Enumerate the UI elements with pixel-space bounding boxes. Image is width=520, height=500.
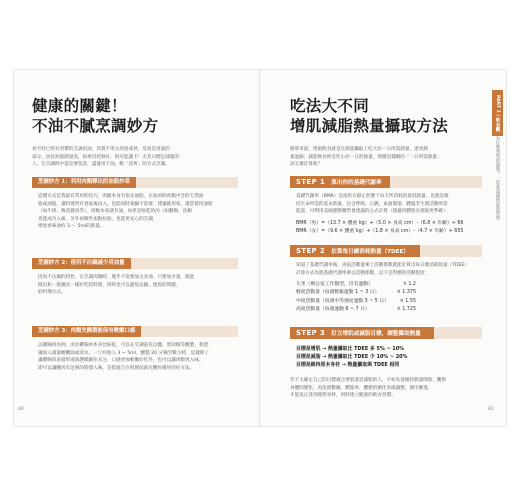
activity-factor-list <box>296 281 416 315</box>
bmr-formula-female: BMR（女）=（9.6 × 體重 kg）+（1.8 × 身高 cm）-（4.7 × 年齡）+ 655 <box>296 229 464 234</box>
activity-factor: × 1.725 <box>396 307 416 313</box>
activity-factor: × 1.375 <box>396 290 416 296</box>
text-line: 這種方式是我最有常用的技巧，肉類本身有很多油脂，在油煎時肉類中含的天然油 <box>38 194 204 199</box>
step1-header <box>290 176 390 188</box>
activity-row <box>296 289 416 297</box>
step2-number: STEP 2 <box>296 247 326 255</box>
text-line: 才能真正達到理想身材，同時建立健康的飲食習慣。 <box>290 393 396 399</box>
text-line: 脂或油脂，讓料理更有香氣後再入，也能同時兼顧不需要，建議挑用家，適當使用油脂 <box>38 201 213 207</box>
text-line: 知道了基礎代謝率後，再依活動量乘上活動係數就能計算出每日總消耗熱量（TDEE） <box>296 263 469 268</box>
text-line: 即可以讓醃肉有足夠的時間入味，是很適合在料理前就先醃好備用的好方法。 <box>38 365 195 371</box>
text-line: 該怎麼計算呢？ <box>290 162 323 168</box>
page-number-right: 81 <box>488 407 494 412</box>
activity-factor: × 1.55 <box>399 298 416 304</box>
text-line: 讓雞胸肉表層形成保護膜鎖住水分，口感更加軟嫩好吃外，也可以讓肉類更入味。 <box>38 358 204 364</box>
left-title-line1: 健康的關鍵！ <box>32 97 127 115</box>
text-line: 的料理方式。 <box>38 290 66 296</box>
activity-factor: × 1.2 <box>402 282 416 287</box>
tip1-label: 烹調妙方 1：利用肉類釋出的油脂炒菜 <box>32 177 136 188</box>
bmr-formulas <box>296 220 463 236</box>
step1-number: STEP 1 <box>296 178 326 186</box>
activity-label: 中度活動量（每週中等強度運動 3 ~ 5 日） <box>296 298 389 304</box>
activity-row <box>296 281 416 289</box>
tip1-header <box>32 177 136 188</box>
activity-row <box>296 306 416 314</box>
text-line: 身體的變化，再依照數據、體脂率、體態的變化來做調整，循序漸進， <box>290 385 433 391</box>
text-line: 以雞胸肉為例，由於雞胸肉本身比較乾，可以在烹調前先以鹽、黑胡椒等醃製，我建 <box>38 343 208 348</box>
activity-label: 久坐（辦公室工作類型，沒有運動） <box>296 282 373 287</box>
text-line: 部分，由於油脂熱量高，如果沒控制好，很可能讓卡！尤其日標是減脂的 <box>32 154 180 160</box>
text-line: 持生命所需的基本熱量，包含呼吸、心跳、血液循環、體溫等生理活動所需 <box>296 201 448 207</box>
text-line: 人，在烹調時中還是要留意，盡量用不油、輕「清爽」的方式烹調。 <box>32 162 170 168</box>
tip3-body <box>38 342 238 372</box>
text-line: 簡單來說，增肌飲食就是在熱量攝取上吃大於一日所需熱量，達到熱 <box>290 147 428 152</box>
text-line: 量盈餘；減脂飲食則是吃小於一日的熱量，那麼這樣稱的「一日所需熱量」 <box>290 154 442 160</box>
text-line: 因為不沾鍋的特性，在烹調肉類時，幾乎不需要加太多油，只要加少量，就能 <box>38 275 195 280</box>
activity-row <box>296 298 416 306</box>
closing-paragraph <box>290 377 482 400</box>
bmr-formula-male: BMR（男）=（13.7 × 體重 kg）+（5.0 × 身高 cm）-（6.8 × 年齡）+ 66 <box>296 221 464 226</box>
step3-header <box>290 327 434 339</box>
step3-label: 訂立增肌或減脂目標，調整攝取熱量 <box>331 331 421 337</box>
left-page <box>14 0 259 412</box>
goal-item: 目標是減脂 → 熱量攝取比 TDEE 少 10% ~ 20% <box>296 354 408 361</box>
activity-label: 高度活動量（每週運動 6 ~ 7 日） <box>296 307 370 313</box>
text-line: 能量，可利用美國運動醫學會建議的公式計算（建議用體脂計測量更準確）： <box>296 209 450 215</box>
text-line: 也能成功入味，另外再額外加點好油，也能更安心的烹調， <box>38 216 158 222</box>
step1-body <box>296 193 482 216</box>
tip3-label: 烹調妙方 3：肉類先醃製能保有軟嫩口感 <box>32 326 141 337</box>
right-title-line2: 增肌減脂熱量攝取方法 <box>290 117 449 135</box>
right-title-line1: 吃法大不同 <box>290 97 370 115</box>
text-line: 增加香味油約 3 ～ 5ml的熱量。 <box>38 224 105 230</box>
step1-label: 算出你的基礎代謝率 <box>331 180 382 186</box>
step2-header <box>290 245 420 257</box>
step2-body <box>296 262 482 277</box>
tip1-body <box>38 193 238 231</box>
goal-item: 目標是維持原本身材 → 熱量攝取與 TDEE 相同 <box>296 362 400 369</box>
right-intro <box>290 146 480 169</box>
text-line: 若不太確定自己的目標適合增肌還是減脂的人，不妨先從維持熱量開始，觀察 <box>290 378 447 383</box>
text-line: 做出和一般鍋具一樣好吃的料理，同時也可以避免沾鍋、燒焦的問題， <box>38 282 181 288</box>
part-side-tab: PART 1 | 飲食觀念篇 <box>492 90 503 136</box>
text-line: 基礎代謝率（BMR）是指你在靜止狀態下每天所消耗的最低熱量，也就是維 <box>296 194 449 199</box>
text-line: 看平時已經有習慣的烹調用油，其實不用太刻意戒掉，反而是用量的 <box>32 147 170 152</box>
tip2-label: 烹調妙方 2：使用不沾鍋減少用油量 <box>32 258 131 269</box>
step3-number: STEP 3 <box>296 329 326 337</box>
left-title-line2: 不油不膩烹調妙方 <box>32 117 159 135</box>
left-intro <box>32 146 238 169</box>
goal-list <box>296 345 407 370</box>
activity-label: 輕度活動量（每週輕鬆運動 1 ~ 3 日） <box>296 290 380 296</box>
right-page <box>260 0 506 412</box>
goal-item: 目標是增肌 → 熱量攝取比 TDEE 多 5% ~ 10% <box>296 346 404 352</box>
text-line: （如牛排、梅花豬肉等），肉類本身就有油，如果是較乾的肉（如雞胸、魚類 <box>38 209 192 215</box>
side-caption: 為什麼要增肌減脂？一起來認識熱量與營養 <box>495 136 500 220</box>
tip3-header <box>32 326 141 337</box>
step2-label: 估算每日總消耗熱量（TDEE） <box>331 249 409 255</box>
page-number-left: 80 <box>18 407 24 412</box>
text-line: 議加入適量橄欖油或清水，一斤約加入 3 ~ 5ml，醃製 20 分鐘至數小時，這樣除了 <box>38 350 210 356</box>
tip2-header <box>32 258 131 269</box>
tip2-body <box>38 274 238 297</box>
text-line: 計算方式為將基礎代謝率乘以活動係數，以下是對應的活動程度： <box>296 270 430 276</box>
